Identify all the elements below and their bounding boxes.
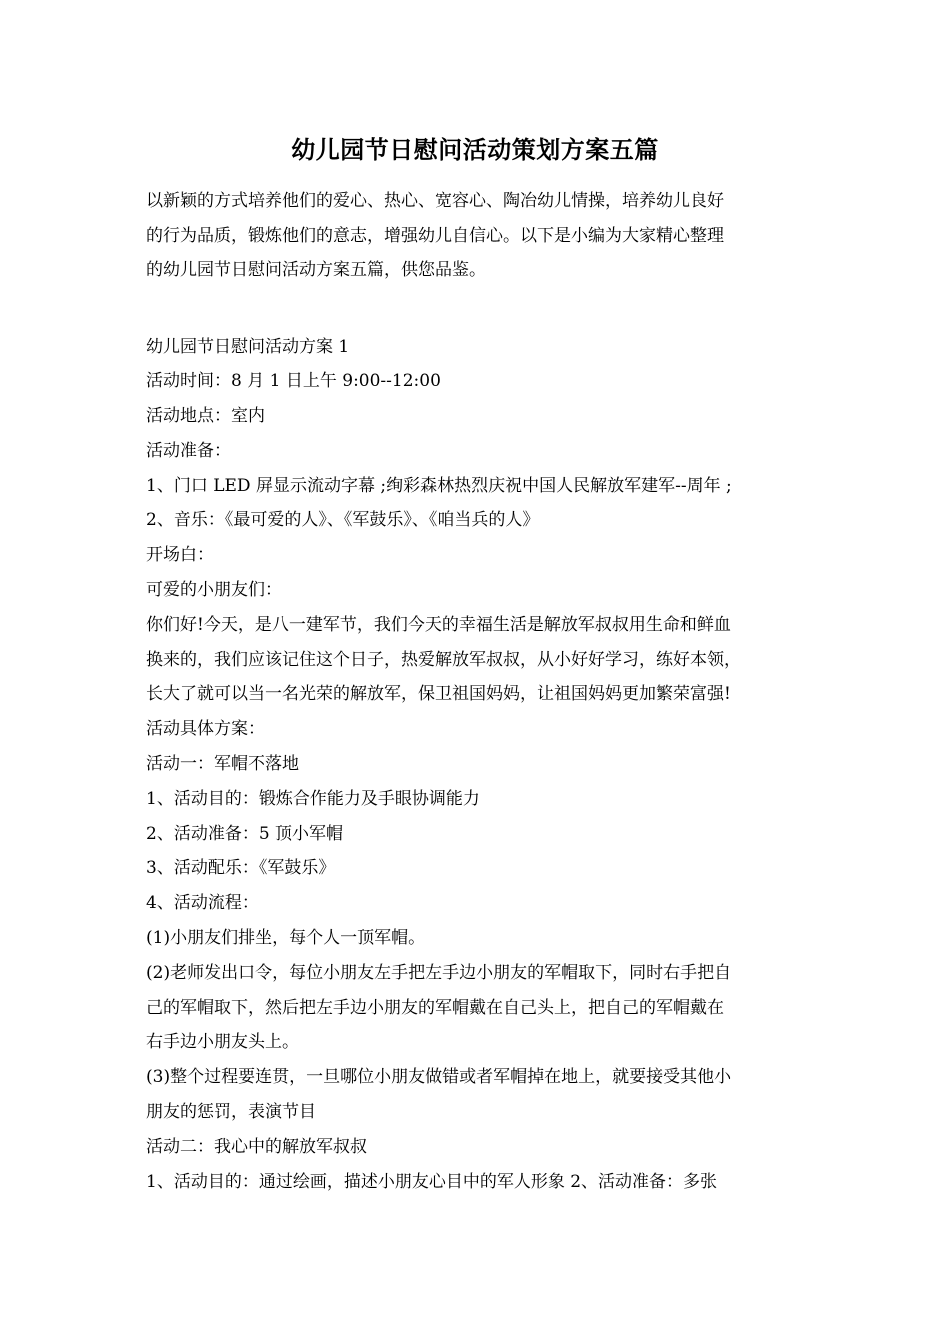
text-line: 开场白：: [146, 545, 214, 566]
text-line: 1、活动目的：通过绘画，描述小朋友心目中的军人形象 2、活动准备：多张: [146, 1171, 718, 1192]
text-line: 活动二：我心中的解放军叔叔: [146, 1136, 367, 1157]
text-line: 活动地点：室内: [146, 406, 265, 427]
intro-line: 以新颖的方式培养他们的爱心、热心、宽容心、陶冶幼儿情操，培养幼儿良好: [146, 191, 724, 211]
intro-paragraph: [146, 184, 814, 288]
text-line: 活动准备：: [146, 440, 231, 461]
text-line: 活动一：军帽不落地: [146, 754, 299, 775]
intro-line: 的行为品质，锻炼他们的意志，增强幼儿自信心。以下是小编为大家精心整理: [146, 225, 724, 246]
text-line: (1)小朋友们排坐，每个人一顶军帽。: [146, 928, 426, 949]
intro-line: 的幼儿园节日慰问活动方案五篇，供您品鉴。: [146, 260, 486, 280]
text-line: 己的军帽取下，然后把左手边小朋友的军帽戴在自己头上，把自己的军帽戴在: [146, 997, 724, 1018]
text-line: 朋友的惩罚，表演节目: [146, 1102, 316, 1123]
text-line: 2、音乐：《最可爱的人》、《军鼓乐》、《咱当兵的人》: [146, 510, 540, 531]
text-line: 3、活动配乐：《军鼓乐》: [146, 858, 336, 879]
text-line: (3)整个过程要连贯，一旦哪位小朋友做错或者军帽掉在地上，就要接受其他小: [146, 1067, 732, 1088]
text-line: 换来的，我们应该记住这个日子，热爱解放军叔叔，从小好好学习，练好本领，: [146, 649, 741, 670]
text-line: 长大了就可以当一名光荣的解放军，保卫祖国妈妈，让祖国妈妈更加繁荣富强!: [146, 684, 731, 705]
plan-section: [146, 330, 814, 1200]
text-line: 活动具体方案：: [146, 719, 265, 740]
section-heading: 幼儿园节日慰问活动方案 1: [146, 336, 350, 357]
text-line: 右手边小朋友头上。: [146, 1032, 299, 1053]
text-line: 活动时间：8 月 1 日上午 9:00--12:00: [146, 371, 441, 392]
text-line: 1、活动目的：锻炼合作能力及手眼协调能力: [146, 788, 480, 809]
text-line: 可爱的小朋友们：: [146, 580, 282, 601]
text-line: (2)老师发出口令，每位小朋友左手把左手边小朋友的军帽取下，同时右手把自: [146, 962, 732, 983]
text-line: 你们好!今天，是八一建军节，我们今天的幸福生活是解放军叔叔用生命和鲜血: [146, 614, 731, 635]
text-line: 4、活动流程：: [146, 893, 259, 914]
text-line: 2、活动准备：5 顶小军帽: [146, 823, 344, 844]
document-title: 幼儿园节日慰问活动策划方案五篇: [291, 135, 659, 164]
document-body: [146, 184, 814, 1199]
text-line: 1、门口 LED 屏显示流动字幕 ;绚彩森林热烈庆祝中国人民解放军建军--周年 ;: [146, 475, 732, 496]
